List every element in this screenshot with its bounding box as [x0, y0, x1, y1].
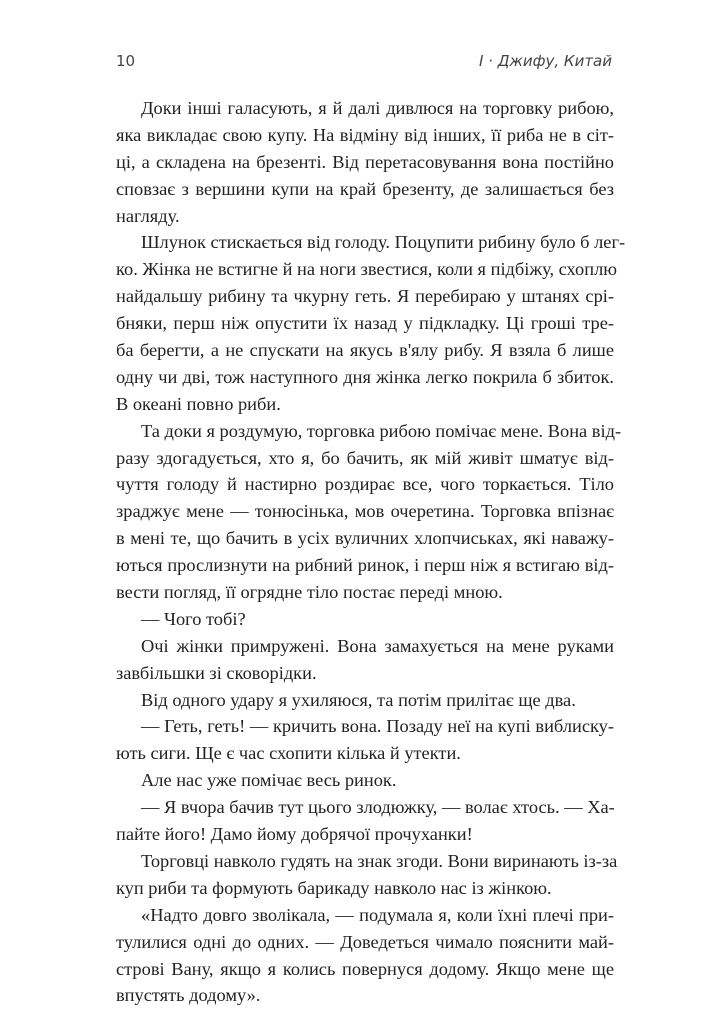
text-line: в мені те, що бачить в усіх вуличних хлопчиськах, які наважу-: [116, 528, 614, 549]
text-line: впустять додому».: [116, 985, 261, 1006]
text-line: нагляду.: [116, 205, 180, 226]
text-line: ба берегти, а не спускати на якусь в'ялу рибу. Я взяла б лише: [116, 340, 614, 361]
text-line: завбільшки зі сковорідки.: [116, 662, 317, 683]
text-line: — Геть, геть! — кричить вона. Позаду неї на купі виблиску-: [141, 716, 614, 737]
text-line: В океані повно риби.: [116, 393, 281, 414]
page-number: 10: [116, 52, 136, 70]
text-line: — Я вчора бачив тут цього злодюжку, — волає хтось. — Ха-: [141, 797, 615, 818]
text-line: найдальшу рибину та чкурну геть. Я перебираю у штанях срі-: [116, 286, 614, 307]
text-line: строві Вану, якщо я колись повернуся додому. Якщо мене ще: [116, 958, 614, 979]
text-line: вести погляд, її огрядне тіло постає переді мною.: [116, 582, 503, 603]
body-text: [116, 95, 626, 1009]
text-line: Та доки я роздумую, торговка рибою помічає мене. Вона від-: [141, 420, 622, 441]
text-line: Але нас уже помічає весь ринок.: [141, 770, 397, 791]
running-head: І · Джифу, Китай: [478, 52, 612, 70]
text-line: одну чи дві, тож наступного дня жінка легко покрила б збиток.: [116, 366, 614, 387]
text-line: тулилися одні до одних. — Доведеться чимало пояснити май-: [116, 931, 614, 952]
text-line: куп риби та формують барикаду навколо нас із жінкою.: [116, 877, 552, 898]
text-line: чуття голоду й настирно роздирає все, чого торкається. Тіло: [116, 474, 614, 495]
text-line: зраджує мене — тонюсінька, мов очеретина. Торговка впізнає: [116, 501, 614, 522]
text-line: Від одного удару я ухиляюся, та потім прилітає ще два.: [141, 689, 576, 710]
text-line: ються прослизнути на рибний ринок, і перш ніж я встигаю від-: [116, 555, 614, 576]
text-line: — Чого тобі?: [141, 608, 246, 629]
text-line: бняки, перш ніж опустити їх назад у підкладку. Ці гроші тре-: [116, 313, 614, 334]
text-line: пайте його! Дамо йому добрячої прочуханки!: [116, 824, 473, 845]
text-line: яка викладає свою купу. На відміну від інших, її риба не в сіт-: [116, 124, 614, 145]
text-line: ці, а складена на брезенті. Від перетасовування вона постійно: [116, 151, 614, 172]
text-line: Торговці навколо гудять на знак згоди. Вони виринають із-за: [141, 850, 618, 871]
text-line: ють сиги. Ще є час схопити кілька й утекти.: [116, 743, 461, 764]
text-line: ко. Жінка не встигне й на ноги звестися, коли я підбіжу, схоплю: [116, 259, 618, 280]
text-line: Шлунок стискається від голоду. Поцупити рибину було б лег-: [141, 232, 626, 253]
text-line: сповзає з вершини купи на край брезенту, де залишається без: [116, 178, 614, 199]
text-line: Доки інші галасують, я й далі дивлюся на торговку рибою,: [141, 98, 614, 118]
text-line: разу здогадується, хто я, бо бачить, як мій живіт шматує від-: [116, 447, 614, 468]
text-line: Очі жінки примружені. Вона замахується на мене руками: [141, 635, 614, 656]
text-line: «Надто довго зволікала, — подумала я, коли їхні плечі при-: [141, 904, 614, 925]
